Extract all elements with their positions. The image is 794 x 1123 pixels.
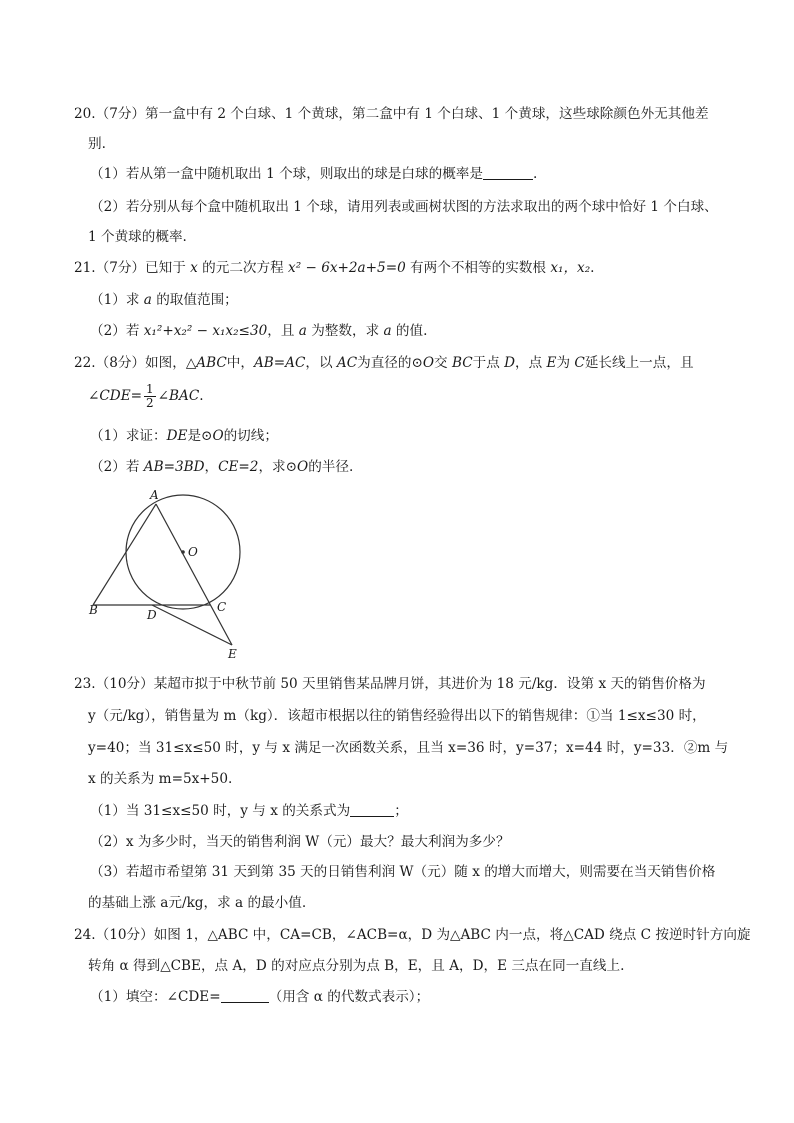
q21-part1: （1）求 a 的取值范围； — [90, 292, 238, 308]
label-d: D — [147, 608, 157, 622]
q22-condition: ∠CDE= $\frac{1}{2}$ ∠BAC. — [88, 382, 204, 410]
center-dot — [181, 550, 185, 554]
q20-part2-cont: 1 个黄球的概率. — [88, 229, 187, 245]
answer-blank[interactable] — [350, 802, 394, 817]
q23-part1: （1）当 31≤x≤50 时，y 与 x 的关系式为 ； — [90, 803, 408, 819]
label-b: B — [89, 603, 98, 617]
q22-part2: （2）若 AB=3BD，CE=2，求⊙O的半径. — [90, 459, 354, 475]
label-a: A — [150, 488, 159, 502]
q23-stem-line2: y（元/kg），销售量为 m（kg）．该超市根据以往的销售经验得出以下的销售规律：①当 1≤x≤30 时， — [88, 708, 706, 724]
q21-stem: 21.（7分）已知于 x 的元二次方程 x² − 6x+2a+5=0 有两个不相等的实数根 x₁，x₂. — [74, 260, 595, 276]
segment-ab — [93, 504, 156, 605]
q23-stem-line3: y=40；当 31≤x≤50 时，y 与 x 满足一次函数关系，且当 x=36 时，y=37；x=44 时，y=33．②m 与 — [88, 740, 729, 756]
fraction-one-half: $\frac{1}{2}$ — [146, 382, 154, 410]
segment-ae — [156, 504, 232, 645]
label-o: O — [188, 545, 198, 559]
label-e: E — [228, 647, 237, 661]
q22-geometry-figure — [80, 480, 260, 665]
q24-stem-line2: 转角 α 得到△CBE，点 A，D 的对应点分别为点 B，E，且 A，D，E 三点在同一直线上. — [88, 958, 625, 974]
q21-part2: （2）若 x₁²+x₂² − x₁x₂≤30，且 a 为整数，求 a 的值. — [90, 323, 428, 339]
q23-stem-line1: 23.（10分）某超市拟于中秋节前 50 天里销售某品牌月饼，其进价为 18 元/kg．设第 x 天的销售价格为 — [74, 676, 706, 692]
q22-stem: 22.（8分）如图，△ABC中，AB=AC，以 AC为直径的⊙O交 BC于点 D，点 E为 C延长线上一点，且 — [74, 355, 694, 371]
q23-stem-line4: x 的关系为 m=5x+50. — [88, 771, 233, 787]
q20-part2: （2）若分别从每个盒中随机取出 1 个球，请用列表或画树状图的方法求取出的两个球中恰好 1 个白球、 — [90, 199, 718, 215]
label-c: C — [217, 600, 227, 614]
q20-part1: （1）若从第一盒中随机取出 1 个球，则取出的球是白球的概率是 . — [90, 166, 538, 182]
q24-part1: （1）填空：∠CDE= （用含 α 的代数式表示）； — [90, 989, 430, 1005]
q22-part1: （1）求证：DE是⊙O的切线； — [90, 428, 278, 444]
q23-part3: （3）若超市希望第 31 天到第 35 天的日销售利润 W（元）随 x 的增大而增大，则需要在当天销售价格 — [90, 864, 716, 880]
q20-stem: 20.（7分）第一盒中有 2 个白球、1 个黄球，第二盒中有 1 个白球、1 个黄球，这些球除颜色外无其他差 — [74, 106, 709, 122]
q24-stem-line1: 24.（10分）如图 1，△ABC 中，CA=CB，∠ACB=α，D 为△ABC 内一点，将△CAD 绕点 C 按逆时针方向旋 — [74, 927, 751, 943]
answer-blank[interactable] — [483, 165, 533, 180]
q20-stem-cont: 别. — [88, 136, 106, 152]
answer-blank[interactable] — [221, 988, 269, 1003]
q23-part2: （2）x 为多少时，当天的销售利润 W（元）最大？最大利润为多少？ — [90, 834, 510, 850]
q23-part3-cont: 的基础上涨 a元/kg，求 a 的最小值. — [88, 895, 307, 911]
